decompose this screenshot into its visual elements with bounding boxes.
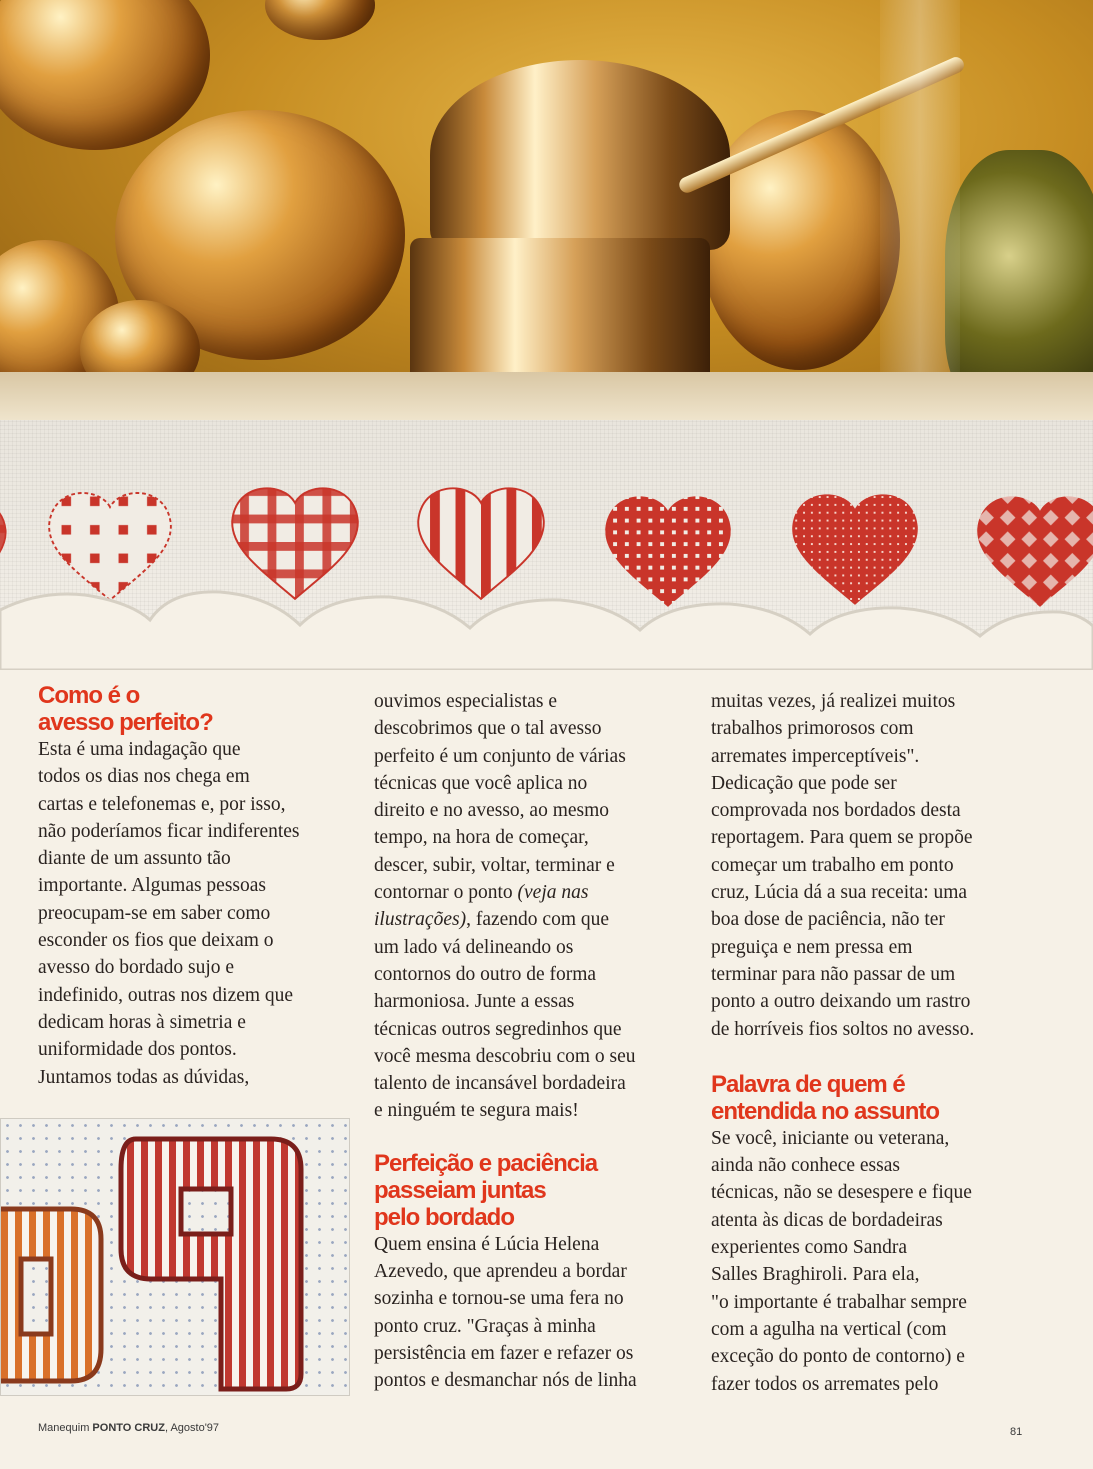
text-line: de horríveis fios soltos no avesso. (711, 1018, 975, 1040)
text-line: contornar o ponto (374, 882, 518, 904)
text-line: direito e no avesso, ao mesmo (374, 800, 610, 822)
section2-heading-line1: Perfeição e paciência (374, 1149, 598, 1177)
digit-zero-partial (1, 1209, 101, 1381)
text-line: Dedicação que pode ser (711, 772, 897, 794)
section3-heading (711, 1071, 1029, 1125)
copper-plate (700, 110, 900, 370)
section2-heading (374, 1150, 686, 1231)
text-line: fazer todos os arremates pelo (711, 1373, 939, 1395)
section2-heading-line3: pelo bordado (374, 1203, 514, 1231)
text-line: Se você, iniciante ou veterana, (711, 1127, 950, 1149)
magazine-credit (38, 1422, 219, 1434)
text-line: técnicas outros segredinhos que (374, 1018, 622, 1040)
magazine-title: PONTO CRUZ (92, 1422, 165, 1434)
text-line: "o importante é trabalhar sempre (711, 1291, 967, 1313)
section1-heading (38, 682, 348, 736)
text-line: começar um trabalho em ponto (711, 854, 954, 876)
text-line: diante de um assunto tão (38, 848, 231, 870)
text-line: preguiça e nem pressa em (711, 936, 913, 958)
copper-mold-top-left (0, 0, 210, 150)
text-line: terminar para não passar de um (711, 963, 956, 985)
cross-stitch-numbers-photo (0, 1118, 350, 1396)
text-line: descer, subir, voltar, terminar e (374, 854, 615, 876)
page-number: 81 (1010, 1426, 1023, 1438)
text-line: Azevedo, que aprendeu a bordar (374, 1261, 627, 1283)
text-line: talento de incansável bordadeira (374, 1073, 626, 1095)
bottle-glass (880, 0, 960, 380)
text-line: ainda não conhece essas (711, 1155, 900, 1177)
text-line: Juntamos todas as dúvidas, (38, 1066, 250, 1088)
text-line: atenta às dicas de bordadeiras (711, 1209, 943, 1231)
italic-text: (veja nas (517, 882, 589, 904)
column2-body (374, 688, 686, 1125)
section3-heading-line2: entendida no assunto (711, 1097, 940, 1125)
text-line: exceção do ponto de contorno) e (711, 1346, 965, 1368)
text-line: persistência em fazer e refazer os (374, 1342, 634, 1364)
section3-body (711, 1125, 1029, 1398)
italic-text: ilustrações) (374, 909, 467, 931)
text-line: um lado vá delineando os (374, 936, 574, 958)
text-line: comprovada nos bordados desta (711, 800, 961, 822)
text-line: experientes como Sandra (711, 1237, 908, 1259)
text-line: Quem ensina é Lúcia Helena (374, 1233, 600, 1255)
column-1 (38, 682, 348, 1091)
section3-heading-line1: Palavra de quem é (711, 1070, 905, 1098)
text-line: tempo, na hora de começar, (374, 827, 589, 849)
hearts-border-svg (0, 420, 1093, 670)
text-line: avesso do bordado sujo e (38, 957, 235, 979)
copper-mold-small-top (265, 0, 375, 40)
text-line: cartas e telefonemas e, por isso, (38, 793, 286, 815)
heart-striped (418, 488, 544, 598)
text-line: harmoniosa. Junte a essas (374, 991, 575, 1013)
section1-body (38, 736, 348, 1091)
text-line: dedicam horas à simetria e (38, 1011, 246, 1033)
text-line: cruz, Lúcia dá a sua receita: uma (711, 882, 968, 904)
text-line: não poderíamos ficar indiferentes (38, 820, 300, 842)
text-line: ouvimos especialistas e (374, 691, 558, 712)
text-line: boa dose de paciência, não ter (711, 909, 945, 931)
digit-nine (121, 1139, 301, 1389)
section1-heading-line2: avesso perfeito? (38, 709, 213, 736)
heart-dotted (49, 493, 171, 600)
text-line: contornos do outro de forma (374, 963, 597, 985)
column3-body (711, 688, 1029, 1043)
text-line: pontos e desmanchar nós de linha (374, 1370, 637, 1392)
text-line: todos os dias nos chega em (38, 766, 250, 788)
text-line: arremates imperceptíveis". (711, 745, 920, 767)
text-line: preocupam-se em saber como (38, 902, 271, 924)
shelf (0, 372, 1093, 420)
text-line: uniformidade dos pontos. (38, 1039, 237, 1061)
text-line: você mesma descobriu com o seu (374, 1045, 636, 1067)
heart-gingham (232, 488, 358, 598)
text-line: trabalhos primorosos com (711, 718, 914, 740)
text-line: reportagem. Para quem se propõe (711, 827, 973, 849)
column-3 (711, 688, 1029, 1398)
text-line: perfeito é um conjunto de várias (374, 745, 626, 767)
text-line: e ninguém te segura mais! (374, 1100, 579, 1122)
text-line: ponto a outro deixando um rastro (711, 991, 971, 1013)
scalloped-edge (0, 592, 1093, 670)
heart-partial-left (0, 501, 6, 602)
text-line: muitas vezes, já realizei muitos (711, 691, 956, 712)
text-line: , fazendo com que (466, 909, 610, 931)
text-line: técnicas que você aplica no (374, 772, 588, 794)
column-2 (374, 688, 686, 1395)
heart-white-dots (605, 496, 731, 606)
copperware-photo (0, 0, 1093, 420)
magazine-issue: , Agosto'97 (164, 1422, 220, 1434)
section1-heading-line1: Como é o (38, 682, 140, 709)
section2-heading-line2: passeiam juntas (374, 1176, 546, 1204)
copper-lidded-pot (430, 60, 730, 250)
text-line: com a agulha na vertical (com (711, 1318, 947, 1340)
text-line: importante. Algumas pessoas (38, 875, 267, 897)
text-line: descobrimos que o tal avesso (374, 718, 602, 740)
heart-diamond-partial (977, 496, 1093, 606)
magazine-name: Manequim (38, 1422, 93, 1434)
section2-body (374, 1231, 686, 1395)
heart-solid-red (792, 494, 918, 604)
text-line: Esta é uma indagação que (38, 739, 241, 760)
text-line: Salles Braghiroli. Para ela, (711, 1264, 920, 1286)
text-line: sozinha e tornou-se uma fera no (374, 1288, 624, 1310)
text-line: indefinido, outras nos dizem que (38, 984, 294, 1006)
text-line: ponto cruz. "Graças à minha (374, 1315, 596, 1337)
hearts-embroidery-band (0, 420, 1093, 670)
text-line: esconder os fios que deixam o (38, 930, 274, 952)
stitched-numbers-svg (1, 1119, 349, 1395)
text-line: técnicas, não se desespere e fique (711, 1182, 972, 1204)
